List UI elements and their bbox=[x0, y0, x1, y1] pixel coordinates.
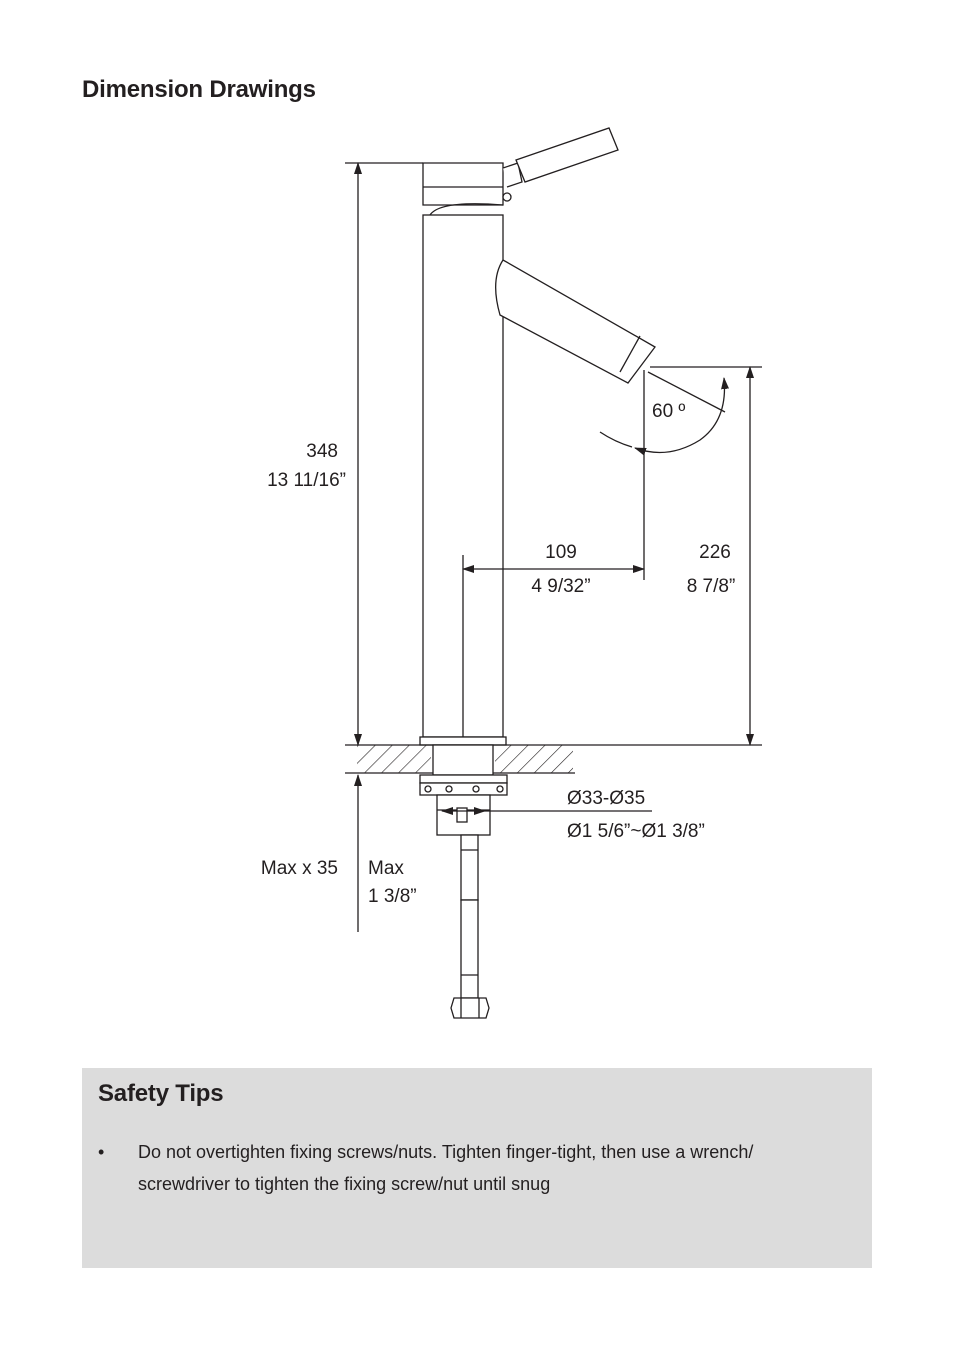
safety-tip-text: Do not overtighten fixing screws/nuts. Tighten finger-tight, then use a wrench/ screwdriver to tighten the fixing screw/nut until snug bbox=[138, 1142, 754, 1194]
hole-diameter-mm-label: Ø33-Ø35 bbox=[567, 788, 646, 809]
faucet-handle-body bbox=[423, 163, 503, 215]
faucet-lever bbox=[503, 128, 618, 201]
mounting-hardware bbox=[420, 745, 507, 1018]
safety-tip-item bbox=[98, 1136, 798, 1200]
spout-height-mm-label: 226 bbox=[699, 542, 731, 563]
spout-height-in-label: 8 7/8” bbox=[686, 576, 736, 597]
safety-tips-title: Safety Tips bbox=[98, 1080, 224, 1107]
spout-reach-mm-label: 109 bbox=[545, 542, 577, 563]
countertop-thickness-in-label-2: 1 3/8” bbox=[368, 886, 417, 907]
safety-tips-panel bbox=[82, 1068, 872, 1268]
overall-height-mm-label: 348 bbox=[306, 441, 338, 462]
countertop-thickness-in-label-1: Max bbox=[368, 858, 404, 879]
page-title: Dimension Drawings bbox=[82, 76, 316, 103]
angle-label: 60 º bbox=[652, 401, 686, 422]
countertop-thickness-mm-label: Max x 35 bbox=[260, 858, 338, 879]
bullet-icon: • bbox=[98, 1142, 105, 1162]
countertop-section bbox=[345, 745, 762, 773]
hole-diameter-in-label: Ø1 5/6”~Ø1 3/8” bbox=[567, 821, 705, 842]
overall-height-in-label: 13 11/16” bbox=[267, 470, 346, 491]
overall-height-dimension bbox=[345, 163, 423, 745]
spout-reach-in-label: 4 9/32” bbox=[531, 576, 591, 597]
faucet-spout bbox=[496, 260, 655, 383]
